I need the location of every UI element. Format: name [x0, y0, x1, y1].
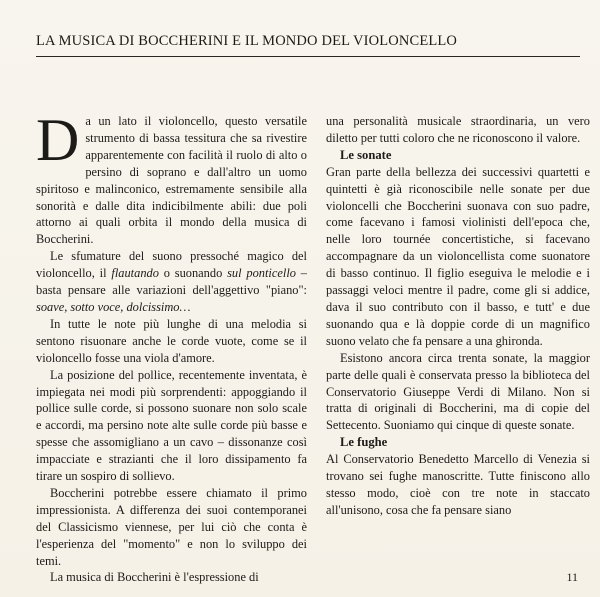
fughe-heading: Le fughe — [340, 435, 388, 450]
sonate-paragraph-1: Gran parte della bellezza dei successivi quartetti e quintetti è già riconoscibile nelle sonate per due violoncelli che Boccherini suonava con suo padre, come facevano i famosi violinisti dell'epoca che, nelle loro tournée concertistiche, si facevano accompagnare da un violoncellista come suonatore di basso continuo. Il figlio eseguiva le melodie e i passaggi veloci mentre il padre, come gli si addice, dava il suo contributo con il basso, e tutt' e due suonando qua e là doppie corde di un magnifico suono velato che fa pensare a una ghironda. — [326, 164, 590, 348]
impressionista-paragraph: Boccherini potrebbe essere chiamato il primo impressionista. A differenza dei suoi contemporanei del Classicismo viennese, per lui ciò che conta è l'esperienza del "momento" e non lo sviluppo dei temi. — [36, 485, 307, 568]
piano-adjectives: soave, sotto voce, dolcissimo… — [36, 299, 191, 314]
sfumature-text-a: Le sfumature del suono pressoché magico del violoncello, il — [36, 249, 307, 281]
espressione-paragraph: La musica di Boccherini è l'espressione di — [50, 570, 259, 585]
page-title: LA MUSICA DI BOCCHERINI E IL MONDO DEL VIOLONCELLO — [36, 33, 457, 49]
note-lunghe-paragraph: In tutte le note più lunghe di una melodia si sentono risuonare anche le corde vuote, come se il violoncello fosse una viola d'amore. — [36, 316, 307, 365]
right-column — [326, 113, 590, 519]
sonate-paragraph-2: Esistono ancora circa trenta sonate, la maggior parte delle quali è conservata presso la biblioteca del Conservatorio Giuseppe Verdi di Milano. Non si tratta di originali di Boccherini, ma di copie del Settecento. Suoniamo qui cinque di queste sonate. — [326, 350, 590, 433]
intro-paragraph — [36, 107, 307, 248]
flautando-term: flautando — [111, 266, 159, 281]
sul-ponticello-term: sul ponticello — [227, 266, 296, 281]
continuation-paragraph: una personalità musicale straordinaria, un vero diletto per tutti coloro che ne riconoscono il valore. — [326, 114, 590, 145]
left-column — [36, 107, 308, 586]
sfumature-text-c: – basta pensare alle variazioni dell'aggettivo "piano": — [36, 266, 308, 298]
drop-cap: D — [36, 107, 80, 173]
fughe-paragraph: Al Conservatorio Benedetto Marcello di Venezia si trovano sei fughe manoscritte. Tutte finiscono allo stesso modo, cioè con tre note in staccato all'unisono, cosa che fa pensare siano — [326, 452, 590, 517]
sonate-heading: Le sonate — [340, 147, 392, 162]
sfumature-paragraph — [36, 248, 307, 316]
title-rule — [36, 56, 580, 57]
intro-text: a un lato il violoncello, questo versatile strumento di bassa tessitura che sa rivestire apparentemente con facilità il ruolo di alto o persino di soprano e dall'altro un uomo spiritoso e malinconico, estremamente sensibile alla sonorità e dalle dita indicibilmente abili: due poli attorno ai quali orbita il mondo della musica di Boccherini. — [36, 114, 307, 247]
page-number: 11 — [566, 570, 578, 584]
sfumature-text-b: o suonando — [158, 266, 228, 281]
pollice-paragraph: La posizione del pollice, recentemente inventata, è impiegata nei modi più sorprendenti: appoggiando il pollice sulle corde, si possono suonare non solo scale e accordi, ma persino note alte sulle corde più basse e spesse che assomigliano a un cavo – dissonanze così impacciate e strazianti che il loro dissipamento fa tirare un sospiro di sollievo. — [36, 367, 307, 484]
